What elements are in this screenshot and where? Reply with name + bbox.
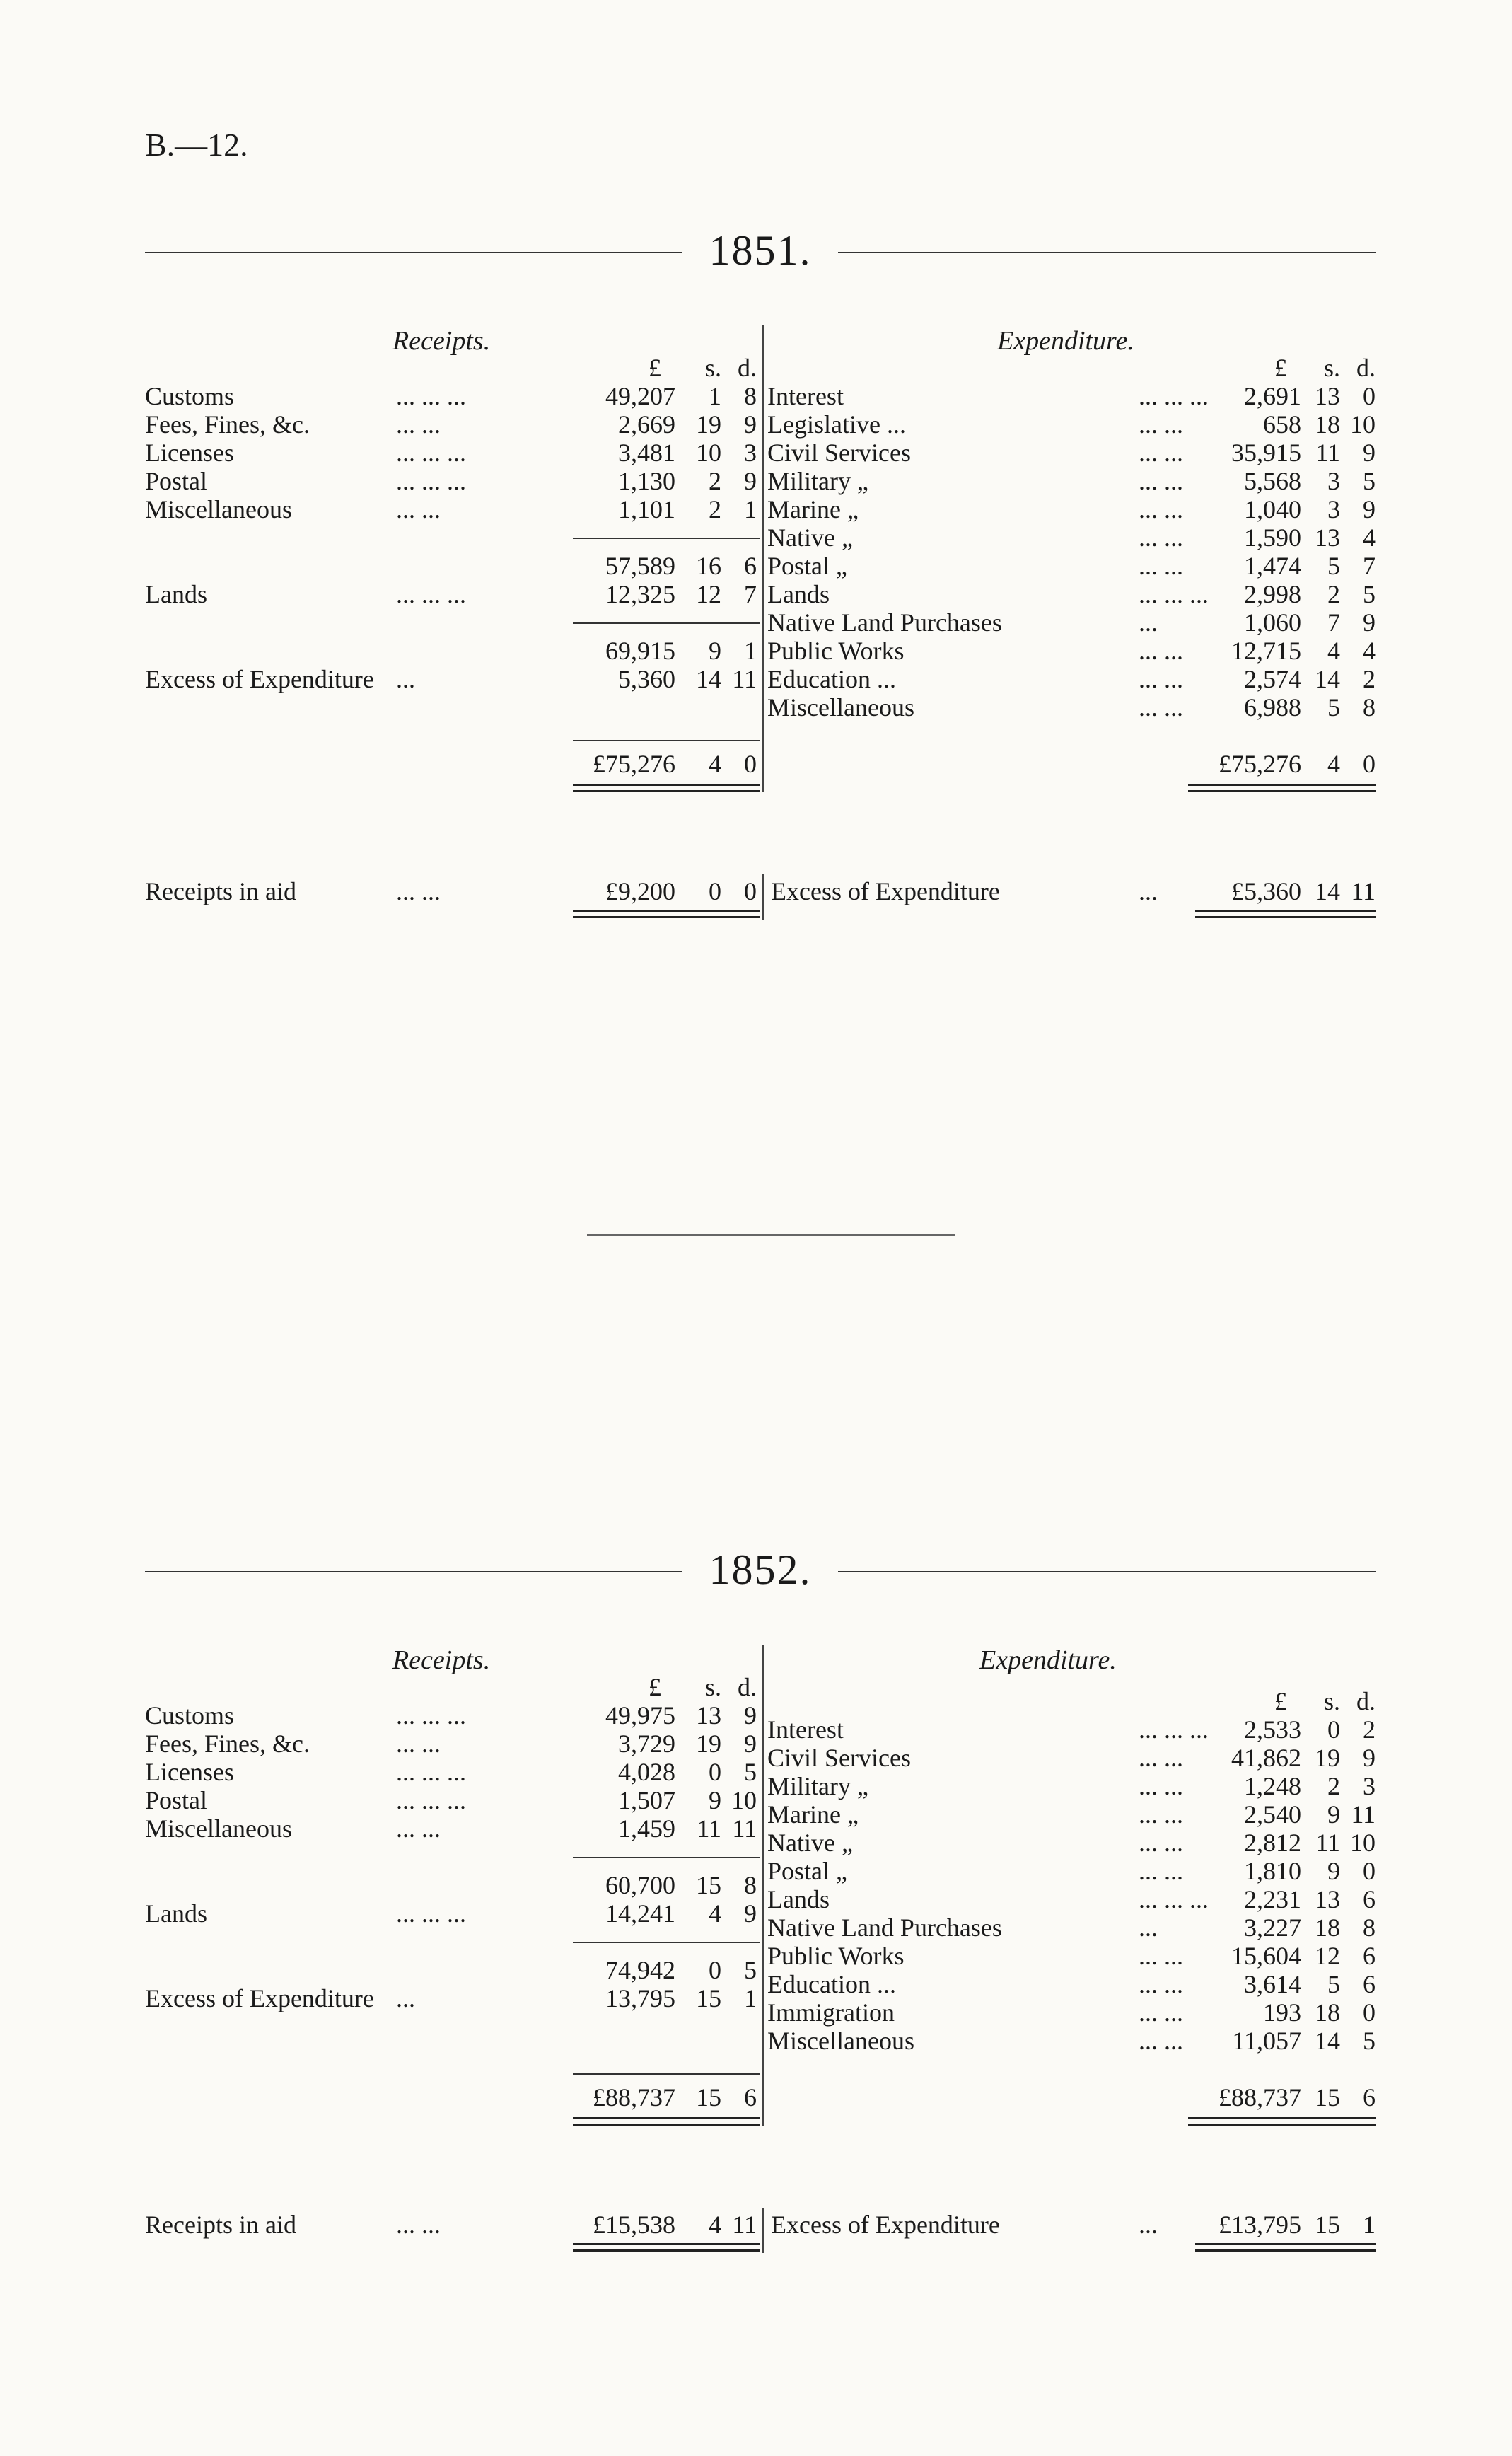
receipt-label: Postal [145,467,208,495]
expenditure-pence: 2 [1363,1715,1376,1744]
expenditure-pence: 5 [1363,580,1376,608]
expenditure-label: Native Land Purchases [767,608,1002,637]
receipt-leader-dots: ... ... ... [396,439,466,467]
receipt-shillings: 16 [696,552,721,580]
receipts-total-pounds: £75,276 [593,750,675,778]
expenditure-label: Postal „ [767,552,847,580]
receipt-shillings: 9 [709,637,721,665]
receipt-pence: 8 [744,1871,757,1899]
expenditure-row [0,439,1512,467]
receipt-pence: 7 [744,580,757,608]
receipt-leader-dots: ... ... [396,1814,441,1843]
receipt-pounds: 14,241 [605,1899,675,1928]
year-heading [145,226,1376,276]
receipt-leader-dots: ... ... ... [396,1701,466,1730]
expenditure-pounds: 2,574 [1244,665,1301,693]
expenditure-caption: Expenditure. [979,1645,1117,1675]
expenditure-pence: 7 [1363,552,1376,580]
receipt-shillings: 9 [709,1786,721,1814]
receipts-in-aid-label: Receipts in aid [145,877,296,905]
receipt-pence: 5 [744,1956,757,1984]
expenditure-shillings: 14 [1315,2027,1340,2055]
expenditure-leader-dots: ... ... [1139,523,1183,552]
expenditure-pounds: 1,060 [1244,608,1301,637]
expenditure-pounds: 1,248 [1244,1772,1301,1800]
receipt-shillings: 11 [697,1814,721,1843]
expenditure-row [0,580,1512,608]
aid-excess-shillings: 14 [1315,877,1340,905]
expenditure-shillings: 13 [1315,523,1340,552]
receipt-shillings: 15 [696,1984,721,2012]
expenditure-leader-dots: ... ... [1139,410,1183,439]
expenditure-label: Interest [767,382,844,410]
expenditure-total-pence: 6 [1363,2083,1376,2112]
expenditure-shillings: 13 [1315,382,1340,410]
expenditure-pounds: 1,040 [1244,495,1301,523]
receipts-in-aid-pounds: £15,538 [593,2211,675,2239]
expenditure-leader-dots: ... ... [1139,495,1183,523]
expenditure-shillings: 5 [1327,1970,1340,1998]
expenditure-shillings: 13 [1315,1885,1340,1913]
receipts-total-pounds: £88,737 [593,2083,675,2112]
expenditure-leader-dots: ... ... ... [1139,580,1209,608]
expenditure-shillings: 4 [1327,637,1340,665]
aid-excess-dots: ... [1139,877,1158,905]
expenditure-label: Education ... [767,1970,896,1998]
receipt-label: Lands [145,1899,207,1928]
expenditure-leader-dots: ... [1139,608,1158,637]
expenditure-shillings: 9 [1327,1800,1340,1829]
expenditure-pounds: 5,568 [1244,467,1301,495]
receipts-caption: Receipts. [392,326,491,356]
receipts-in-aid-pence: 0 [744,877,757,905]
expenditure-row [0,608,1512,637]
expenditure-label: Immigration [767,1998,895,2027]
expenditure-label: Education ... [767,665,896,693]
expenditure-pence: 9 [1363,495,1376,523]
receipt-shillings: 10 [696,439,721,467]
receipt-pence: 5 [744,1758,757,1786]
expenditure-total-row [0,2083,1512,2112]
expenditure-leader-dots: ... ... [1139,1998,1183,2027]
receipt-pounds: 3,481 [618,439,675,467]
expenditure-row [0,665,1512,693]
receipt-label: Licenses [145,1758,234,1786]
expenditure-leader-dots: ... ... [1139,1744,1183,1772]
aid-excess-label: Excess of Expenditure [771,2211,1000,2239]
aid-excess-pence: 1 [1363,2211,1376,2239]
expenditure-row [0,1885,1512,1913]
expenditure-label: Lands [767,580,830,608]
expenditure-row [0,1829,1512,1857]
receipt-pence: 9 [744,1701,757,1730]
expenditure-row [0,552,1512,580]
expenditure-pence: 9 [1363,439,1376,467]
expenditure-shillings: 18 [1315,1913,1340,1942]
expenditure-pence: 2 [1363,665,1376,693]
expenditure-leader-dots: ... ... [1139,1857,1183,1885]
expenditure-row [0,1857,1512,1885]
expenditure-pounds: 2,998 [1244,580,1301,608]
receipts-pounds-head: £ [649,354,661,382]
expenditure-label: Miscellaneous [767,693,914,722]
receipt-label: Customs [145,1701,235,1730]
column-divider [762,325,764,792]
aid-excess-pence: 11 [1351,877,1376,905]
expenditure-pounds: 1,474 [1244,552,1301,580]
expenditure-pounds: 3,614 [1244,1970,1301,1998]
receipt-pence: 1 [744,1984,757,2012]
receipt-shillings: 12 [696,580,721,608]
receipt-leader-dots: ... ... ... [396,467,466,495]
receipt-label: Excess of Expenditure [145,1984,374,2012]
expenditure-label: Miscellaneous [767,2027,914,2055]
receipt-pounds: 69,915 [605,637,675,665]
expenditure-leader-dots: ... ... [1139,693,1183,722]
expenditure-shillings: 19 [1315,1744,1340,1772]
aid-excess-dots: ... [1139,2211,1158,2239]
receipt-pence: 1 [744,495,757,523]
expenditure-row [0,467,1512,495]
receipt-pounds: 1,507 [618,1786,675,1814]
expenditure-label: Postal „ [767,1857,847,1885]
expenditure-pence: 0 [1363,1857,1376,1885]
expenditure-row [0,1942,1512,1970]
expenditure-row [0,410,1512,439]
expenditure-pence: 9 [1363,1744,1376,1772]
receipt-pounds: 13,795 [605,1984,675,2012]
receipt-pence: 8 [744,382,757,410]
expenditure-shillings: 11 [1315,439,1340,467]
expenditure-shillings: 5 [1327,552,1340,580]
expenditure-row [0,1970,1512,1998]
receipt-pounds: 1,101 [618,495,675,523]
expenditure-leader-dots: ... ... ... [1139,382,1209,410]
expenditure-pence: 10 [1350,410,1376,439]
expenditure-pounds: 193 [1263,1998,1301,2027]
aid-divider [762,2208,764,2253]
expenditure-pence: 9 [1363,608,1376,637]
receipts-total-rule [573,740,760,741]
aid-divider [762,874,764,920]
aid-double-rule [573,2243,760,2252]
receipt-pounds: 49,207 [605,382,675,410]
receipt-pence: 11 [732,1814,757,1843]
receipt-pence: 10 [731,1786,757,1814]
receipt-pounds: 3,729 [618,1730,675,1758]
receipt-pounds: 60,700 [605,1871,675,1899]
expenditure-label: Military „ [767,467,868,495]
receipts-pence-head: d. [738,354,757,382]
expenditure-label: Native „ [767,523,853,552]
expenditure-pounds: 35,915 [1231,439,1301,467]
receipt-pence: 9 [744,1899,757,1928]
receipt-shillings: 4 [709,1899,721,1928]
receipts-total-double-rule [573,2117,760,2126]
expenditure-label: Public Works [767,1942,905,1970]
expenditure-pence: 4 [1363,637,1376,665]
expenditure-total-double-rule [1188,2117,1376,2126]
receipts-in-aid-pounds: £9,200 [605,877,675,905]
expenditure-pounds: 2,533 [1244,1715,1301,1744]
expenditure-shillings: 7 [1327,608,1340,637]
expenditure-row [0,637,1512,665]
year-heading [145,1546,1376,1595]
receipt-shillings: 0 [709,1758,721,1786]
expenditure-pence: 6 [1363,1970,1376,1998]
expenditure-row [0,1800,1512,1829]
receipts-total-shillings: 15 [696,2083,721,2112]
expenditure-pounds: 15,604 [1231,1942,1301,1970]
expenditure-row [0,382,1512,410]
expenditure-pounds: 2,231 [1244,1885,1301,1913]
receipt-leader-dots: ... ... [396,495,441,523]
expenditure-shillings: 9 [1327,1857,1340,1885]
aid-excess-pounds: £13,795 [1219,2211,1301,2239]
expenditure-leader-dots: ... ... [1139,1829,1183,1857]
expenditure-row [0,495,1512,523]
expenditure-leader-dots: ... ... [1139,2027,1183,2055]
expenditure-leader-dots: ... ... [1139,1800,1183,1829]
expenditure-shillings: 18 [1315,410,1340,439]
receipt-leader-dots: ... ... ... [396,382,466,410]
aid-excess-double-rule [1195,910,1376,918]
expenditure-label: Interest [767,1715,844,1744]
expenditure-label: Marine „ [767,1800,859,1829]
receipt-shillings: 1 [709,382,721,410]
receipt-label: Fees, Fines, &c. [145,410,310,439]
expenditure-row [0,1715,1512,1744]
expenditure-label: Native „ [767,1829,853,1857]
expenditure-leader-dots: ... ... [1139,439,1183,467]
receipt-pounds: 57,589 [605,552,675,580]
expenditure-pence-head: d. [1356,354,1376,382]
expenditure-label: Marine „ [767,495,859,523]
expenditure-pence: 8 [1363,1913,1376,1942]
aid-double-rule [573,910,760,918]
expenditure-pounds-head: £ [1274,1687,1287,1715]
receipts-total-pence: 6 [744,2083,757,2112]
receipt-leader-dots: ... [396,1984,415,2012]
receipts-in-aid-shillings: 4 [709,2211,721,2239]
receipt-pence: 9 [744,410,757,439]
receipt-pounds: 49,975 [605,1701,675,1730]
expenditure-pence: 5 [1363,467,1376,495]
receipts-in-aid-label: Receipts in aid [145,2211,296,2239]
expenditure-total-pounds: £88,737 [1219,2083,1301,2112]
expenditure-total-shillings: 15 [1315,2083,1340,2112]
expenditure-pounds: 2,691 [1244,382,1301,410]
expenditure-leader-dots: ... ... [1139,637,1183,665]
receipt-pounds: 1,459 [618,1814,675,1843]
expenditure-pence: 3 [1363,1772,1376,1800]
receipt-shillings: 2 [709,467,721,495]
expenditure-pounds: 6,988 [1244,693,1301,722]
receipt-pence: 1 [744,637,757,665]
expenditure-pounds: 2,540 [1244,1800,1301,1829]
receipt-leader-dots: ... [396,665,415,693]
receipts-in-aid-row [0,877,1512,905]
expenditure-label: Civil Services [767,439,911,467]
receipt-pounds: 4,028 [618,1758,675,1786]
receipt-leader-dots: ... ... [396,410,441,439]
expenditure-leader-dots: ... ... ... [1139,1715,1209,1744]
expenditure-shillings-head: s. [1323,354,1340,382]
expenditure-pounds: 41,862 [1231,1744,1301,1772]
receipts-shillings-head: s. [704,354,721,382]
expenditure-pence: 0 [1363,382,1376,410]
receipt-pounds: 74,942 [605,1956,675,1984]
receipt-pounds: 1,130 [618,467,675,495]
expenditure-pence: 10 [1350,1829,1376,1857]
expenditure-row [0,2027,1512,2055]
receipt-label: Postal [145,1786,208,1814]
expenditure-pounds: 1,810 [1244,1857,1301,1885]
expenditure-leader-dots: ... ... ... [1139,1885,1209,1913]
receipt-leader-dots: ... ... ... [396,580,466,608]
year-title: 1851. [709,227,812,274]
receipt-pence: 9 [744,467,757,495]
aid-excess-shillings: 15 [1315,2211,1340,2239]
expenditure-leader-dots: ... ... [1139,552,1183,580]
expenditure-row [0,1998,1512,2027]
receipts-pence-head: d. [738,1673,757,1701]
expenditure-column-headers [0,354,1512,382]
receipt-label: Lands [145,580,207,608]
expenditure-pounds: 1,590 [1244,523,1301,552]
receipts-total-rule [573,2073,760,2075]
receipts-shillings-head: s. [704,1673,721,1701]
section-divider [587,1234,955,1236]
expenditure-shillings: 3 [1327,495,1340,523]
expenditure-leader-dots: ... [1139,1913,1158,1942]
expenditure-leader-dots: ... ... [1139,665,1183,693]
expenditure-leader-dots: ... ... [1139,1942,1183,1970]
expenditure-row [0,1913,1512,1942]
expenditure-shillings: 2 [1327,1772,1340,1800]
receipt-leader-dots: ... ... ... [396,1758,466,1786]
receipt-shillings: 15 [696,1871,721,1899]
expenditure-label: Civil Services [767,1744,911,1772]
expenditure-pence-head: d. [1356,1687,1376,1715]
expenditure-total-double-rule [1188,784,1376,792]
expenditure-pence: 6 [1363,1942,1376,1970]
expenditure-total-pence: 0 [1363,750,1376,778]
expenditure-label: Public Works [767,637,905,665]
receipt-label: Licenses [145,439,234,467]
receipt-pounds: 2,669 [618,410,675,439]
expenditure-row [0,1744,1512,1772]
receipt-leader-dots: ... ... ... [396,1786,466,1814]
expenditure-leader-dots: ... ... [1139,467,1183,495]
receipts-total-pence: 0 [744,750,757,778]
expenditure-pence: 5 [1363,2027,1376,2055]
receipts-in-aid-row [0,2211,1512,2239]
aid-excess-label: Excess of Expenditure [771,877,1000,905]
expenditure-pounds: 658 [1263,410,1301,439]
expenditure-pence: 11 [1351,1800,1376,1829]
expenditure-pounds: 11,057 [1232,2027,1301,2055]
receipt-leader-dots: ... ... ... [396,1899,466,1928]
expenditure-pounds-head: £ [1274,354,1287,382]
expenditure-caption: Expenditure. [997,326,1134,356]
expenditure-shillings: 14 [1315,665,1340,693]
page-reference: B.—12. [145,127,248,163]
receipts-pounds-head: £ [649,1673,661,1701]
expenditure-pence: 6 [1363,1885,1376,1913]
column-divider [762,1645,764,2126]
receipt-pence: 9 [744,1730,757,1758]
receipts-in-aid-dots: ... ... [396,877,441,905]
year-title: 1852. [709,1546,812,1593]
receipts-total-double-rule [573,784,760,792]
receipt-label: Miscellaneous [145,1814,292,1843]
receipt-leader-dots: ... ... [396,1730,441,1758]
receipt-shillings: 19 [696,1730,721,1758]
aid-excess-pounds: £5,360 [1231,877,1301,905]
expenditure-pounds: 3,227 [1244,1913,1301,1942]
receipt-shillings: 0 [709,1956,721,1984]
receipt-shillings: 19 [696,410,721,439]
expenditure-pounds: 2,812 [1244,1829,1301,1857]
receipt-shillings: 13 [696,1701,721,1730]
expenditure-pence: 8 [1363,693,1376,722]
expenditure-label: Military „ [767,1772,868,1800]
expenditure-shillings-head: s. [1323,1687,1340,1715]
receipt-label: Fees, Fines, &c. [145,1730,310,1758]
receipt-pence: 3 [744,439,757,467]
receipt-pence: 6 [744,552,757,580]
expenditure-pence: 4 [1363,523,1376,552]
expenditure-total-row [0,750,1512,778]
receipt-label: Miscellaneous [145,495,292,523]
receipt-label: Excess of Expenditure [145,665,374,693]
expenditure-shillings: 2 [1327,580,1340,608]
expenditure-shillings: 0 [1327,1715,1340,1744]
expenditure-shillings: 12 [1315,1942,1340,1970]
expenditure-row [0,1772,1512,1800]
expenditure-leader-dots: ... ... [1139,1970,1183,1998]
expenditure-total-shillings: 4 [1327,750,1340,778]
expenditure-pence: 0 [1363,1998,1376,2027]
expenditure-label: Legislative ... [767,410,906,439]
expenditure-row [0,693,1512,722]
receipt-pounds: 5,360 [618,665,675,693]
expenditure-shillings: 5 [1327,693,1340,722]
expenditure-shillings: 18 [1315,1998,1340,2027]
receipt-pounds: 12,325 [605,580,675,608]
expenditure-leader-dots: ... ... [1139,1772,1183,1800]
aid-excess-double-rule [1195,2243,1376,2252]
expenditure-shillings: 11 [1315,1829,1340,1857]
receipts-total-shillings: 4 [709,750,721,778]
receipts-in-aid-pence: 11 [732,2211,757,2239]
receipt-shillings: 2 [709,495,721,523]
receipt-pence: 11 [732,665,757,693]
receipt-shillings: 14 [696,665,721,693]
expenditure-total-pounds: £75,276 [1219,750,1301,778]
receipts-in-aid-dots: ... ... [396,2211,441,2239]
receipts-in-aid-shillings: 0 [709,877,721,905]
expenditure-label: Native Land Purchases [767,1913,1002,1942]
expenditure-row [0,523,1512,552]
receipt-label: Customs [145,382,235,410]
expenditure-shillings: 3 [1327,467,1340,495]
receipts-caption: Receipts. [392,1645,491,1675]
expenditure-pounds: 12,715 [1231,637,1301,665]
expenditure-label: Lands [767,1885,830,1913]
